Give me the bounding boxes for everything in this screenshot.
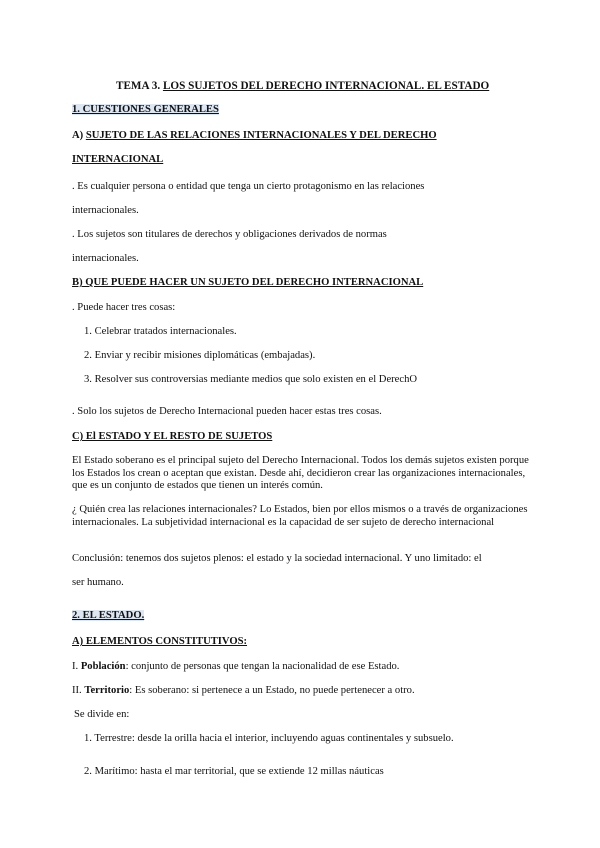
paragraph-divide: Se divide en: [74, 709, 130, 720]
list-item: 2. Enviar y recibir misiones diplomáticas (embajadas). [84, 350, 316, 361]
element-prefix: II. [72, 685, 85, 696]
section-1-heading: 1. CUESTIONES GENERALES [72, 104, 219, 115]
element-poblacion [72, 661, 399, 672]
title-main: LOS SUJETOS DEL DERECHO INTERNACIONAL. EL ESTADO [162, 80, 490, 92]
element-prefix: I. [72, 661, 81, 672]
paragraph-c1: El Estado soberano es el principal sujeto del Derecho Internacional. Todos los demás sujetos existen porque los Estados los crean o aceptan que existan. Desde ahí, decidieron crear las organizaciones internacionales, que es un conjunto de estados que tienen un interés común. [72, 455, 529, 492]
paragraph-a1-line2: internacionales. [72, 205, 139, 216]
paragraph-b-intro: . Puede hacer tres cosas: [72, 302, 176, 313]
paragraph-a1-line1: . Es cualquier persona o entidad que tenga un cierto protagonismo en las relaciones [72, 181, 425, 192]
paragraph-a2-line1: . Los sujetos son titulares de derechos y obligaciones derivados de normas [72, 229, 387, 240]
subheading-a-prefix: A) [72, 130, 86, 141]
list-item: 1. Celebrar tratados internacionales. [84, 326, 237, 337]
subheading-c: C) El ESTADO Y EL RESTO DE SUJETOS [72, 431, 273, 442]
element-term: Territorio [84, 685, 130, 696]
element-territorio [72, 685, 415, 696]
subheading-a-text: SUJETO DE LAS RELACIONES INTERNACIONALES Y DEL DERECHO [85, 130, 437, 141]
list-item: 3. Resolver sus controversias mediante medios que solo existen en el DerechO [84, 374, 418, 385]
title-prefix: TEMA 3. [116, 80, 163, 92]
paragraph-a2-line2: internacionales. [72, 253, 139, 264]
subheading-b: B) QUE PUEDE HACER UN SUJETO DEL DERECHO INTERNACIONAL [72, 277, 424, 288]
list-item: 2. Marítimo: hasta el mar territorial, que se extiende 12 millas náuticas [84, 766, 384, 777]
element-term: Población [80, 661, 126, 672]
paragraph-b-outro: . Solo los sujetos de Derecho Internacional pueden hacer estas tres cosas. [72, 406, 382, 417]
subheading-a-line1 [72, 130, 437, 141]
list-item: 1. Terrestre: desde la orilla hacia el interior, incluyendo aguas continentales y subsuelo. [84, 733, 454, 744]
subheading-2a: A) ELEMENTOS CONSTITUTIVOS: [72, 636, 248, 647]
section-2-heading: 2. EL ESTADO. [72, 610, 145, 621]
paragraph-c2: ¿ Quién crea las relaciones internacionales? Lo Estados, bien por ellos mismos o a través de organizaciones internacionales. La subjetividad internacional es la capacidad de ser sujeto de derecho internacional [72, 504, 528, 528]
element-text: : Es soberano: si pertenece a un Estado, no puede pertenecer a otro. [129, 685, 415, 696]
element-text: : conjunto de personas que tengan la nacionalidad de ese Estado. [125, 661, 400, 672]
paragraph-c3-line1: Conclusión: tenemos dos sujetos plenos: el estado y la sociedad internacional. Y uno limitado: el [72, 553, 482, 564]
subheading-a-line2: INTERNACIONAL [72, 154, 164, 165]
document-title [116, 80, 489, 92]
paragraph-c3-line2: ser humano. [72, 577, 124, 588]
